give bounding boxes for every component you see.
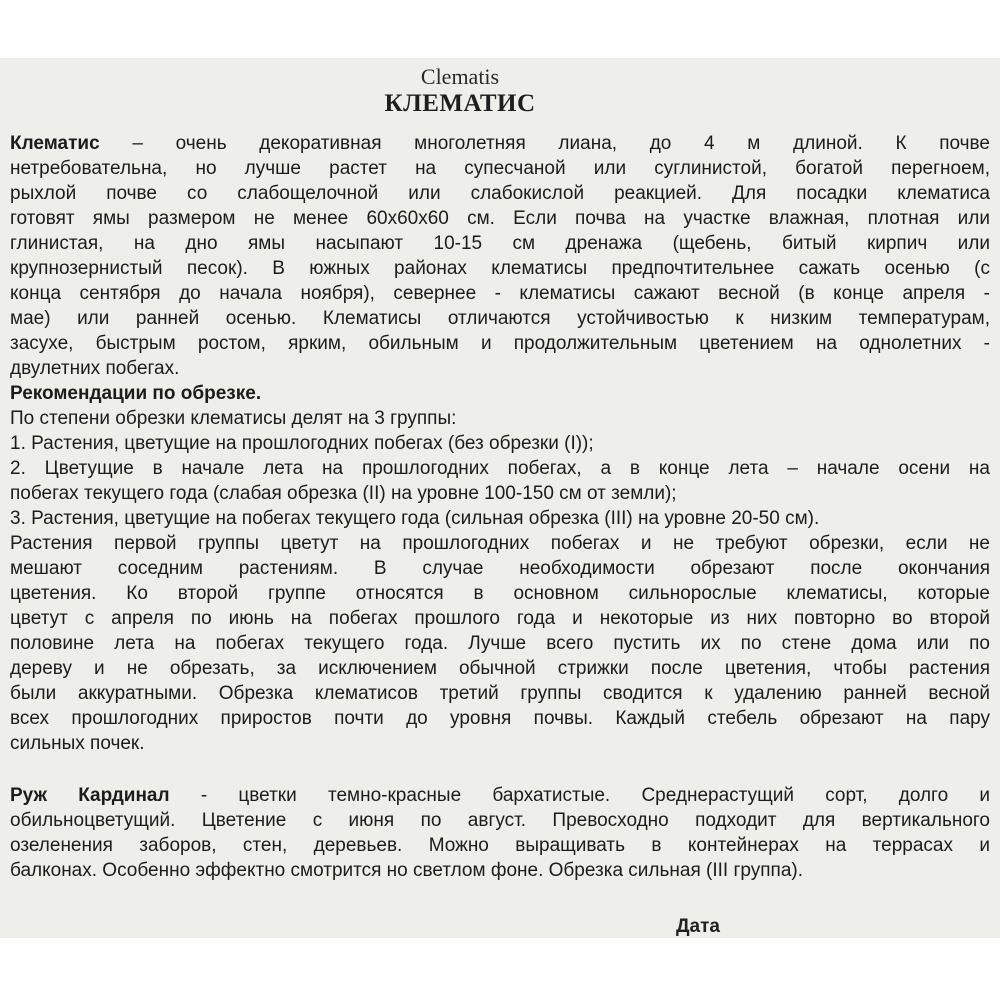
pruning-line: дереву и не обрезать, за исключением обычной стрижки после цветения, чтобы растения [10,658,990,679]
variety-line: обильноцветущий. Цветение с июня по август. Превосходно подходит для вертикального [10,810,990,831]
latin-title: Clematis [420,64,500,89]
intro-first-text: – очень декоративная многолетняя лиана, до 4 м длиной. К почве [99,133,990,154]
intro-term: Клематис [10,133,100,154]
pruning-line: всех прошлогодних приростов почти до уровня почвы. Каждый стебель обрезают на пару [10,708,990,729]
pruning-line: цветения. Ко второй группе относятся в основном сильнорослые клематисы, которые [10,583,990,604]
pruning-line: По степени обрезки клематисы делят на 3 группы: [10,408,457,429]
pruning-line: 3. Растения, цветущие на побегах текущего года (сильная обрезка (III) на уровне 20-50 см). [10,508,820,529]
pruning-line: сильных почек. [10,733,145,754]
page-title: КЛЕМАТИС [384,90,536,117]
pruning-line: мешают соседним растениям. В случае необходимости обрезают после окончания [10,558,990,579]
intro-line: готовят ямы размером не менее 60х60х60 см. Если почва на участке влажная, плотная или [10,208,990,229]
pruning-line: побегах текущего года (слабая обрезка (II) на уровне 100-150 см от земли); [10,483,677,504]
intro-line: рыхлой почве со слабощелочной или слабокислой реакцией. Для посадки клематиса [10,183,990,204]
variety-line: озеленения заборов, стен, деревьев. Можно выращивать в контейнерах на террасах и [10,835,990,856]
intro-line: засухе, быстрым ростом, ярким, обильным и продолжительным цветением на однолетних - [10,333,990,354]
intro-line: нетребовательна, но лучше растет на супесчаной или суглинистой, богатой перегноем, [10,158,990,179]
variety-line: балконах. Особенно эффектно смотрится но светлом фоне. Обрезка сильная (III группа). [10,860,804,881]
variety-first-text: - цветки темно-красные бархатистые. Среднерастущий сорт, долго и [169,785,990,806]
intro-line: двулетних побегах. [10,358,180,379]
pruning-line: цветут с апреля по июнь на побегах прошлого года и некоторые из них повторно во второй [10,608,990,629]
intro-line [10,132,990,156]
pruning-line: Растения первой группы цветут на прошлогодних побегах и не требуют обрезки, если не [10,533,990,554]
section-heading: Рекомендации по обрезке. [10,383,262,404]
pruning-line: были аккуратными. Обрезка клематисов третий группы сводится к удалению ранней весной [10,683,990,704]
label-sheet [0,58,1000,938]
intro-line: глинистая, на дно ямы насыпают 10-15 см дренажа (щебень, битый кирпич или [10,233,990,254]
intro-line: мае) или ранней осенью. Клематисы отличаются устойчивостью к низким температурам, [10,308,990,329]
variety-line [10,784,990,808]
date-label: Дата [676,916,720,937]
pruning-line: 2. Цветущие в начале лета на прошлогодних побегах, а в конце лета – начале осени на [10,458,990,479]
pruning-line: 1. Растения, цветущие на прошлогодних побегах (без обрезки (I)); [10,433,594,454]
pruning-line: половине лета на побегах текущего года. Лучше всего пустить их по стене дома или по [10,633,990,654]
intro-line: конца сентября до начала ноября), севернее - клематисы сажают весной (в конце апреля - [10,283,990,304]
intro-line: крупнозернистый песок). В южных районах клематисы предпочтительнее сажать осенью (с [10,258,990,279]
variety-name: Руж Кардинал [10,785,170,806]
